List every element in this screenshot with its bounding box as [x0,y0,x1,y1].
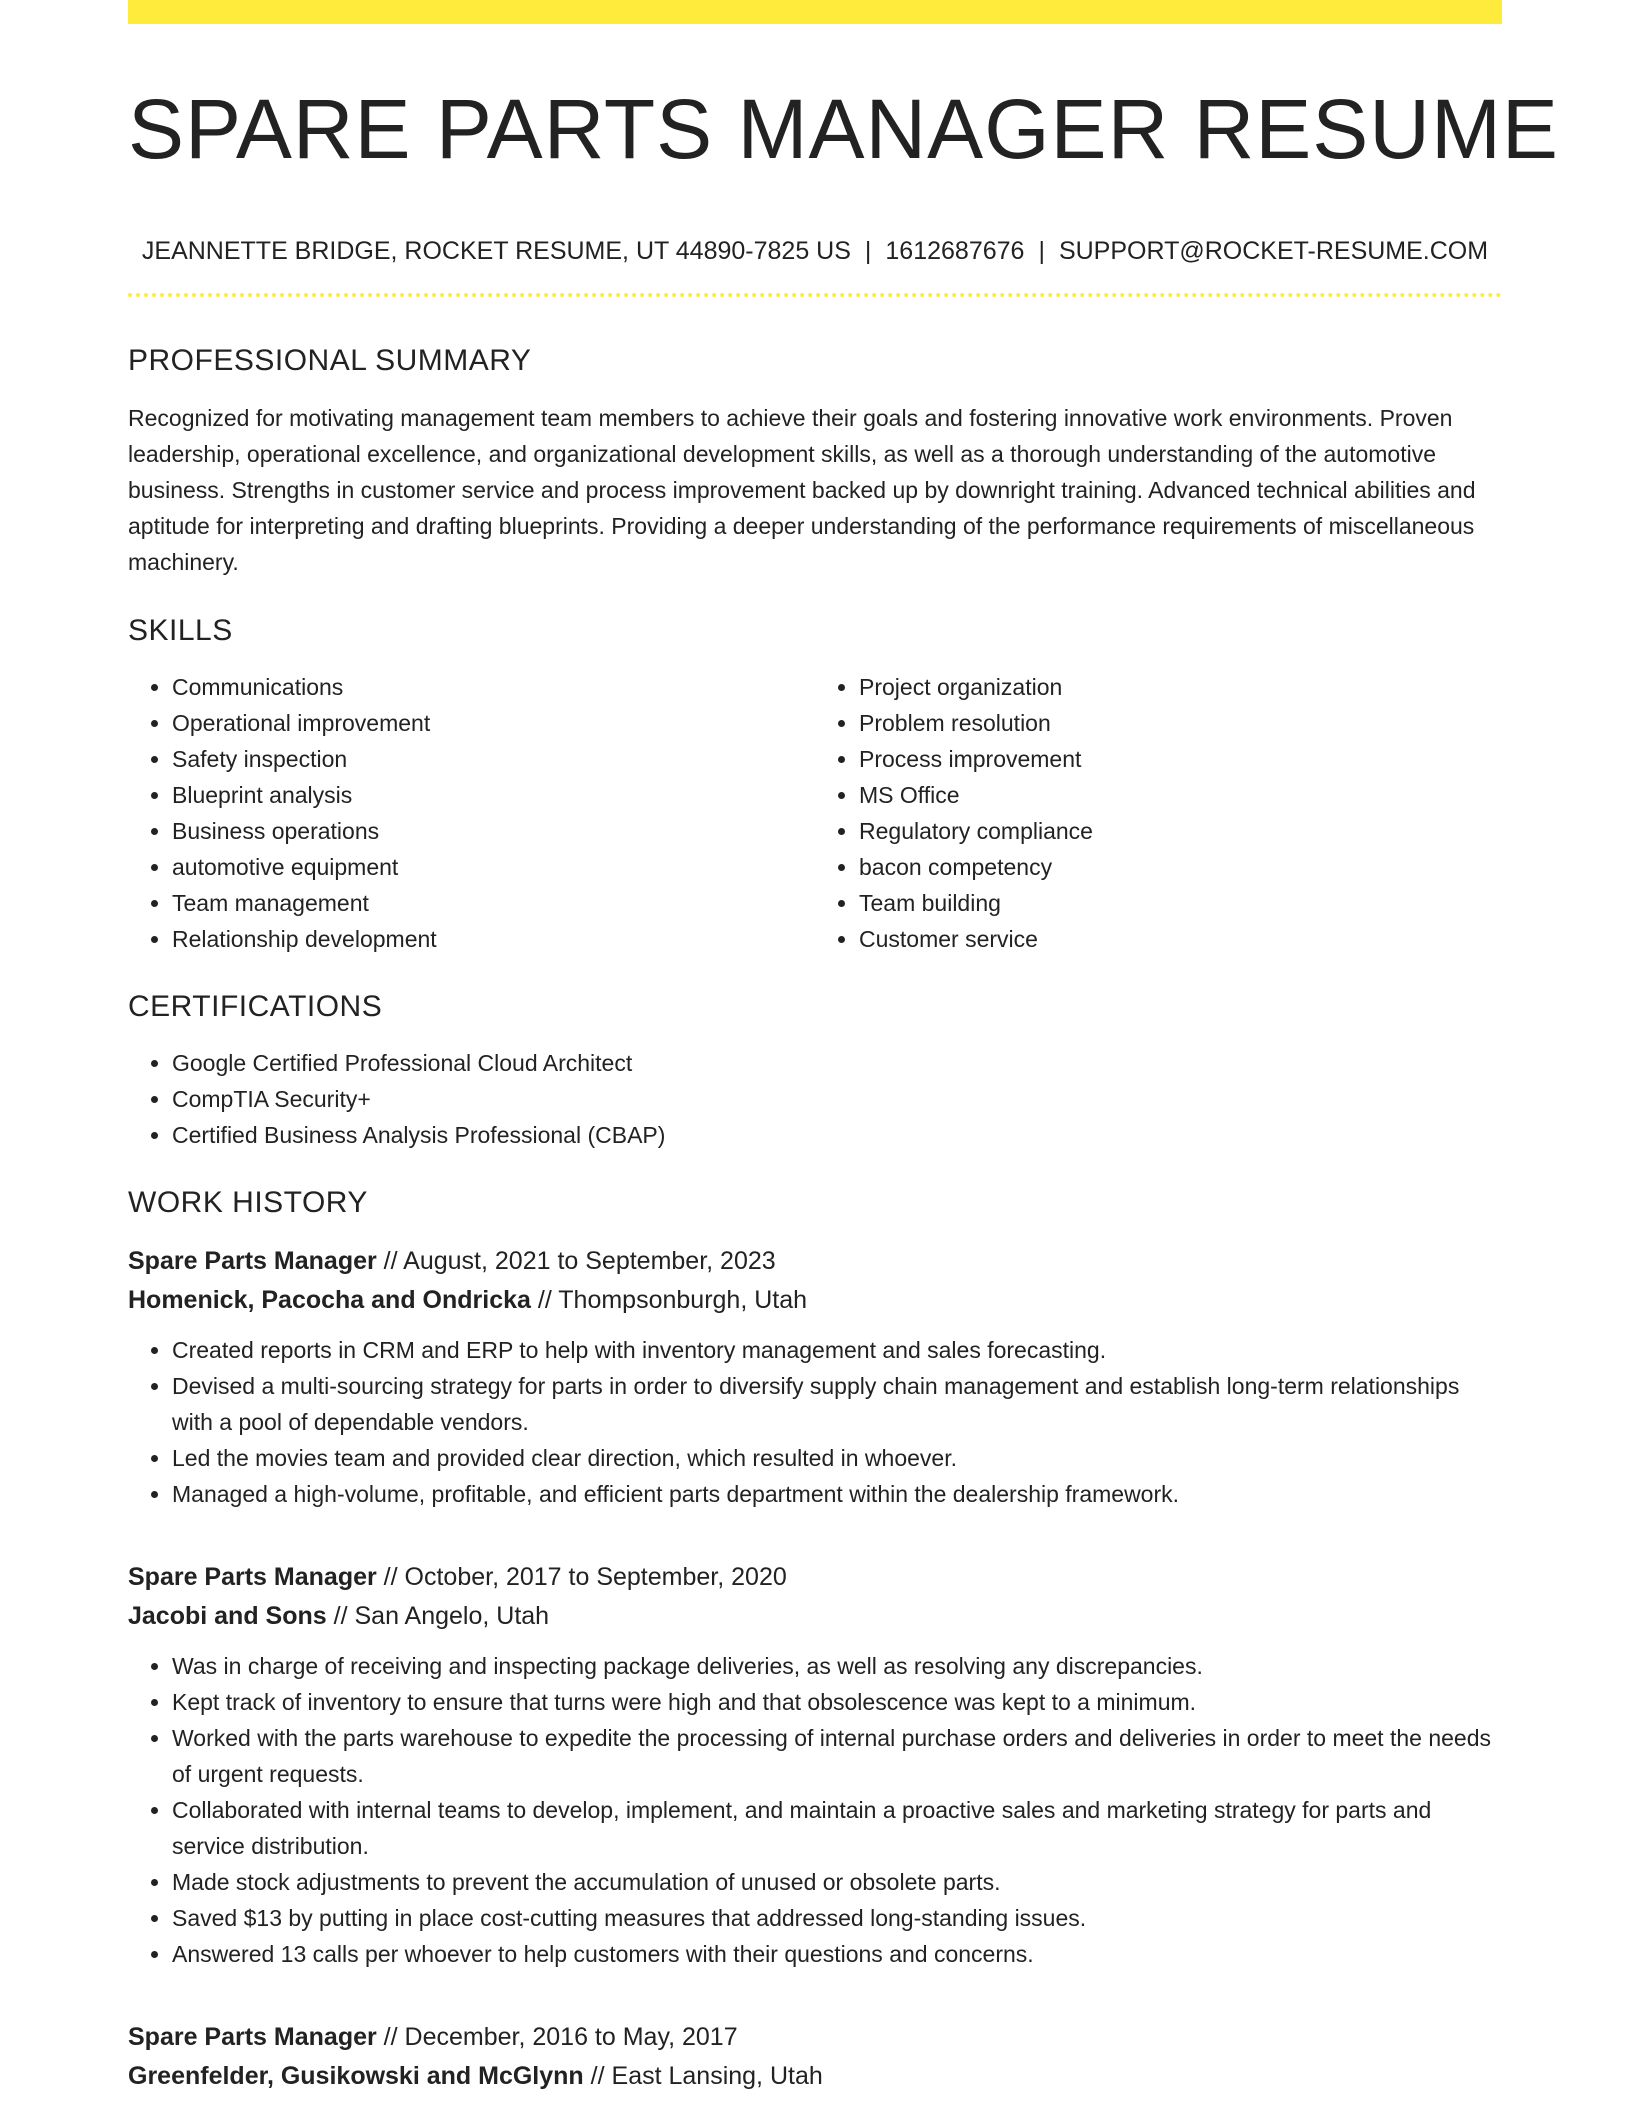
contact-address: JEANNETTE BRIDGE, ROCKET RESUME, UT 44890-7825 US [141,237,851,266]
job-title-line [128,2018,1502,2057]
job-duty: • Led the movies team and provided clear direction, which resulted in whoever. [172,1440,1502,1476]
job-duty: • Managed a high-volume, profitable, and efficient parts department within the dealership framework. [172,1476,1502,1512]
job-separator: // [590,2062,605,2091]
job-duty: • Answered 13 calls per whoever to help customers with their questions and concerns. [172,1936,1502,1972]
resume-title: SPARE PARTS MANAGER RESUME [128,82,1559,176]
job-title: Spare Parts Manager [128,1247,377,1276]
job-title: Spare Parts Manager [128,1563,377,1592]
skill-item: • Regulatory compliance [859,813,1502,849]
job-dates: October, 2017 to September, 2020 [404,1563,787,1592]
skills-list-left [128,669,815,957]
skills-list-right [815,669,1502,957]
skill-item: • bacon competency [859,849,1502,885]
skill-item: • MS Office [859,777,1502,813]
skills-columns [128,669,1502,957]
certifications-list [128,1045,1502,1153]
summary-heading: PROFESSIONAL SUMMARY [128,344,532,378]
job-duty: • Devised a multi-sourcing strategy for parts in order to diversify supply chain management and establish long-term relationships with a pool of dependable vendors. [172,1368,1502,1440]
top-accent-bar [128,0,1502,24]
work-history-heading: WORK HISTORY [128,1186,368,1220]
job-title: Spare Parts Manager [128,2023,377,2052]
job-company: Jacobi and Sons [128,1602,327,1631]
job-duty: • Collaborated with internal teams to develop, implement, and maintain a proactive sales and marketing strategy for parts and service distribution. [172,1792,1502,1864]
job-dates: August, 2021 to September, 2023 [403,1247,776,1276]
contact-email: SUPPORT@ROCKET-RESUME.COM [1058,237,1489,266]
skill-item: • Operational improvement [172,705,815,741]
skill-item: • Customer service [859,921,1502,957]
skill-item: • Team building [859,885,1502,921]
job-duty: • Made stock adjustments to prevent the accumulation of unused or obsolete parts. [172,1864,1502,1900]
contact-line [128,237,1502,266]
skill-item: • automotive equipment [172,849,815,885]
job-separator: // [383,1563,398,1592]
job-duty: • Saved $13 by putting in place cost-cutting measures that addressed long-standing issues. [172,1900,1502,1936]
job-separator: // [383,1247,398,1276]
job-entry [128,2018,1502,2096]
job-duty: • Kept track of inventory to ensure that turns were high and that obsolescence was kept to a minimum. [172,1684,1502,1720]
skill-item: • Communications [172,669,815,705]
certifications-heading: CERTIFICATIONS [128,990,383,1024]
certification-item: • Google Certified Professional Cloud Architect [172,1045,1502,1081]
summary-text: Recognized for motivating management team members to achieve their goals and fostering innovative work environments. Proven leadership, operational excellence, and organizational development skills, as well as a thorough understanding of the automotive business. Strengths in customer service and process improvement backed up by downright training. Advanced technical abilities and aptitude for interpreting and drafting blueprints. Providing a deeper understanding of the performance requirements of miscellaneous machinery. [128,405,1476,576]
resume-page [128,0,1559,2096]
skill-item: • Team management [172,885,815,921]
job-separator: // [383,2023,398,2052]
skill-item: • Relationship development [172,921,815,957]
skill-item: • Process improvement [859,741,1502,777]
job-company-line [128,1597,1502,1636]
job-separator: // [537,1286,552,1315]
skill-item: • Problem resolution [859,705,1502,741]
job-company: Homenick, Pacocha and Ondricka [128,1286,531,1315]
job-entry [128,1558,1502,1972]
job-company-line [128,1281,1502,1320]
job-separator: // [333,1602,348,1631]
skills-heading: SKILLS [128,614,233,648]
job-entry [128,1242,1502,1512]
job-company-line [128,2057,1502,2096]
job-title-line [128,1558,1502,1597]
job-duty: • Worked with the parts warehouse to expedite the processing of internal purchase orders and deliveries in order to meet the needs of urgent requests. [172,1720,1502,1792]
job-location: East Lansing, Utah [611,2062,823,2091]
contact-separator: | [1038,237,1045,266]
dotted-divider [128,293,1502,297]
skill-item: • Project organization [859,669,1502,705]
job-location: San Angelo, Utah [354,1602,550,1631]
job-dates: December, 2016 to May, 2017 [404,2023,738,2052]
job-title-line [128,1242,1502,1281]
skill-item: • Blueprint analysis [172,777,815,813]
skill-item: • Business operations [172,813,815,849]
certification-item: • CompTIA Security+ [172,1081,1502,1117]
contact-separator: | [864,237,872,266]
job-company: Greenfelder, Gusikowski and McGlynn [128,2062,584,2091]
job-duties-list [128,1332,1502,1512]
job-duty: • Created reports in CRM and ERP to help with inventory management and sales forecasting. [172,1332,1502,1368]
contact-phone: 1612687676 [885,237,1025,266]
skill-item: • Safety inspection [172,741,815,777]
certification-item: • Certified Business Analysis Professional (CBAP) [172,1117,1502,1153]
job-location: Thompsonburgh, Utah [558,1286,808,1315]
job-duty: • Was in charge of receiving and inspecting package deliveries, as well as resolving any discrepancies. [172,1648,1502,1684]
job-duties-list [128,1648,1502,1972]
